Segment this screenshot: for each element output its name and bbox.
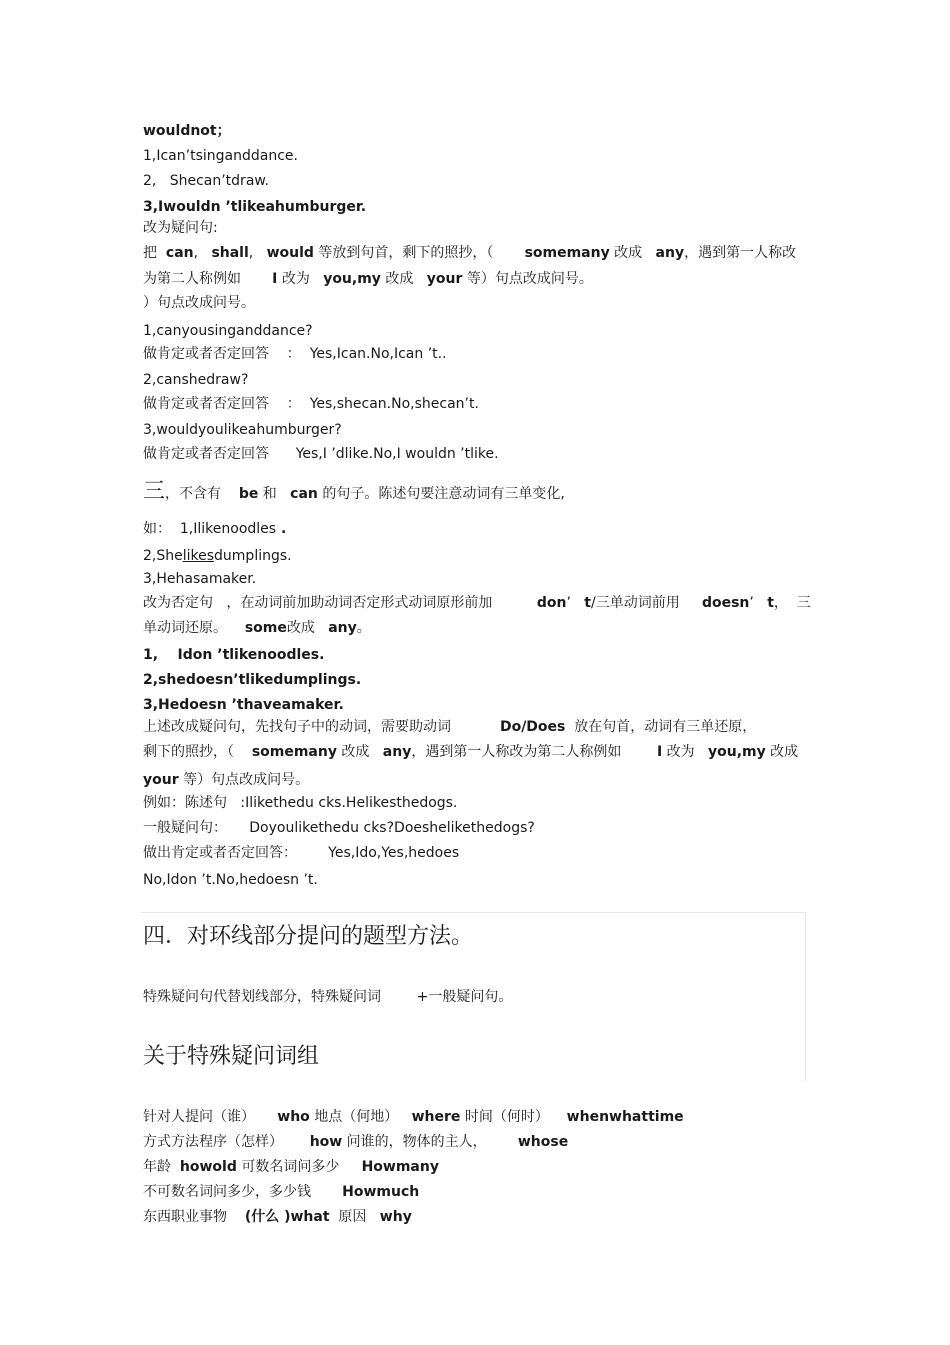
question-word-line: 东西职业事物 (什么 )what 原因 why xyxy=(143,1209,412,1225)
rule-text: your 等）句点改成问号。 xyxy=(143,772,310,788)
example-line: 2,shedoesn’tlikedumplings. xyxy=(143,672,362,688)
rule-heading: 改为疑问句: xyxy=(143,220,218,236)
question-word-line: 针对人提问（谁） who 地点（何地） where 时间（何时） whenwhattime xyxy=(143,1109,684,1125)
example-line: 2, Shecan’tdraw. xyxy=(143,173,270,189)
example-line: 3,wouldyoulikeahumburger? xyxy=(143,422,342,438)
answer-line: No,Idon ’t.No,hedoesn ’t. xyxy=(143,872,318,888)
rule-text: 为第二人称例如 I 改为 you,my 改成 your 等）句点改成问号。 xyxy=(143,271,593,287)
line-wouldnot: wouldnot； xyxy=(143,123,231,139)
answer-line: 做出肯定或者否定回答： Yes,Ido,Yes,hedoes xyxy=(143,845,460,861)
answer-line: 做肯定或者否定回答 ： Yes,Ican.No,Ican ’t.. xyxy=(143,346,447,362)
example-line: 例如：陈述句 :Ilikethedu cks.Helikesthedogs. xyxy=(143,795,458,811)
answer-line: 做肯定或者否定回答 Yes,I ’dlike.No,I wouldn ’tlike. xyxy=(143,446,499,462)
example-line: 3,Iwouldn ’tlikeahumburger. xyxy=(143,199,367,215)
rule-text: 上述改成疑问句，先找句子中的动词，需要助动词 Do/Does 放在句首，动词有三单还原， xyxy=(143,719,757,735)
example-line: 3,Hehasamaker. xyxy=(143,571,257,587)
rule-text: ）句点改成问号。 xyxy=(143,295,255,311)
example-line: 2,Shelikesdumplings. xyxy=(143,548,292,564)
example-line: 1,Ican’tsinganddance. xyxy=(143,148,298,164)
section-three-heading: 三，不含有 be 和 can 的句子。陈述句要注意动词有三单变化, xyxy=(143,479,565,504)
example-line: 一般疑问句： Doyoulikethedu cks?Doeshelikethedogs? xyxy=(143,820,535,836)
question-word-line: 不可数名词问多少，多少钱 Howmuch xyxy=(143,1184,420,1200)
example-line: 1, Idon ’tlikenoodles. xyxy=(143,647,325,663)
rule-text: 特殊疑问句代替划线部分，特殊疑问词 +一般疑问句。 xyxy=(143,989,513,1005)
example-line: 2,canshedraw? xyxy=(143,372,249,388)
question-word-line: 年龄 howold 可数名词问多少 Howmany xyxy=(143,1159,439,1175)
question-words-heading: 关于特殊疑问词组 xyxy=(143,1044,320,1069)
rule-text: 改为否定句 ，在动词前加助动词否定形式动词原形前加 don’ t/三单动词前用 doesn’ t， 三 xyxy=(143,595,811,611)
section-four-heading: 四．对环线部分提问的题型方法。 xyxy=(143,924,474,949)
rule-text: 剩下的照抄，（ somemany 改成 any，遇到第一人称改为第二人称例如 I 改为 you,my 改成 xyxy=(143,744,799,760)
question-word-line: 方式方法程序（怎样） how 问谁的，物体的主人， whose xyxy=(143,1134,569,1150)
rule-text: 把 can, shall, would 等放到句首，剩下的照抄，（ somemany 改成 any，遇到第一人称改 xyxy=(143,245,797,261)
rule-text: 单动词还原。 some改成 any。 xyxy=(143,620,371,636)
answer-line: 做肯定或者否定回答 ： Yes,shecan.No,shecan’t. xyxy=(143,396,479,412)
example-line: 3,Hedoesn ’thaveamaker. xyxy=(143,697,344,713)
example-line: 如： 1,Ilikenoodles . xyxy=(143,521,287,537)
example-line: 1,canyousinganddance? xyxy=(143,323,313,339)
